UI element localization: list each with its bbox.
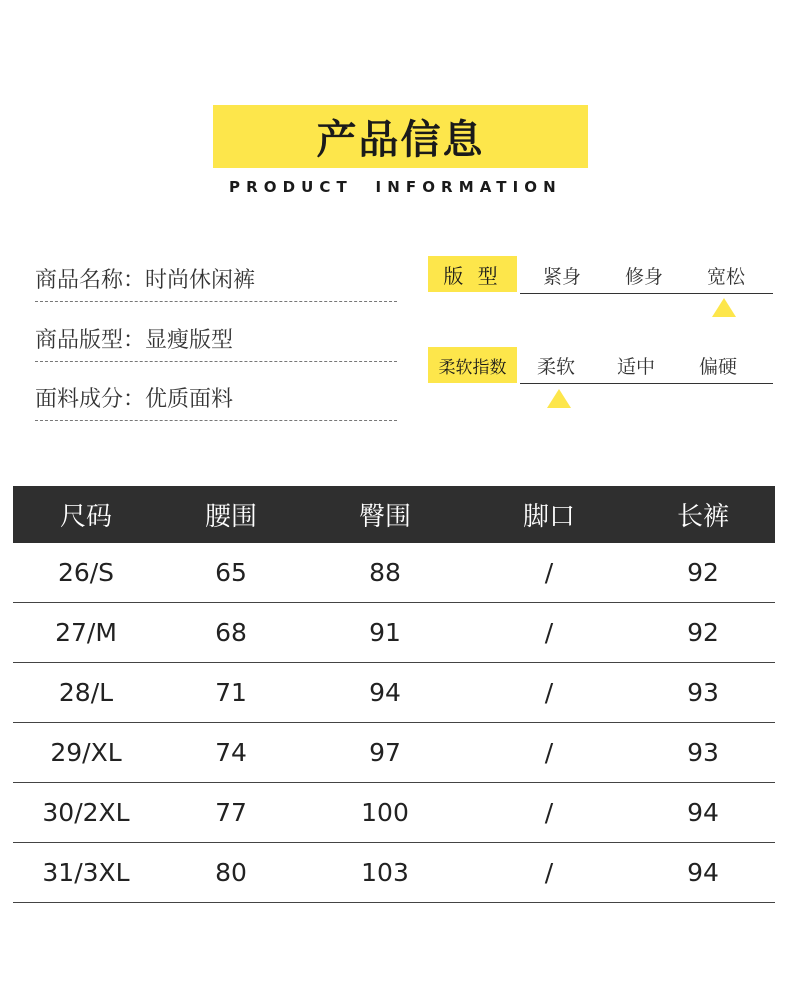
table-cell: /: [544, 858, 554, 887]
info-value: 优质面料: [145, 387, 234, 412]
softness-scale-line: [520, 383, 773, 384]
table-row: [13, 783, 775, 843]
table-header-size: 尺码: [59, 502, 112, 532]
softness-scale-label: 柔软指数: [428, 347, 517, 383]
info-row-name: [35, 256, 397, 302]
softness-selected-marker-icon: [547, 389, 571, 408]
table-row: [13, 603, 775, 663]
table-cell: 80: [215, 858, 247, 887]
table-cell: /: [544, 738, 554, 767]
info-label: 商品名称：: [35, 268, 146, 293]
table-cell: /: [544, 678, 554, 707]
table-cell: 92: [687, 618, 719, 647]
table-cell: 74: [215, 738, 247, 767]
table-cell: 100: [361, 798, 409, 827]
table-cell: /: [544, 618, 554, 647]
table-cell: 30/2XL: [42, 798, 130, 827]
fit-option-tight: 紧身: [542, 266, 581, 288]
info-label: 面料成分：: [35, 387, 146, 412]
info-row-fabric: [35, 375, 397, 421]
table-header-row: [13, 486, 775, 543]
page-subtitle: PRODUCT INFORMATION: [229, 178, 562, 196]
fit-selected-marker-icon: [712, 298, 736, 317]
table-row: [13, 543, 775, 603]
size-table: [13, 486, 775, 903]
table-cell: 31/3XL: [42, 858, 130, 887]
table-cell: 92: [687, 558, 719, 587]
info-label: 商品版型：: [35, 328, 146, 353]
table-cell: 94: [687, 798, 719, 827]
table-cell: 97: [369, 738, 401, 767]
table-cell: 27/M: [55, 618, 117, 647]
table-cell: 93: [687, 738, 719, 767]
page-title-banner: [213, 105, 588, 168]
fit-option-loose: 宽松: [706, 266, 745, 288]
info-value: 时尚休闲裤: [145, 268, 256, 293]
table-cell: 94: [369, 678, 401, 707]
table-cell: 94: [687, 858, 719, 887]
table-cell: 28/L: [58, 678, 114, 707]
page-title: 产品信息: [316, 117, 485, 163]
fit-option-slim: 修身: [624, 266, 663, 288]
table-header-length: 长裤: [676, 502, 729, 532]
table-cell: 29/XL: [50, 738, 122, 767]
info-value: 显瘦版型: [145, 328, 234, 353]
fit-scale-line: [520, 293, 773, 294]
info-row-fit: [35, 316, 397, 362]
table-cell: 68: [215, 618, 247, 647]
table-cell: 88: [369, 558, 401, 587]
table-header-hip: 臀围: [358, 502, 411, 532]
table-cell: 71: [215, 678, 247, 707]
softness-option-stiff: 偏硬: [698, 356, 737, 378]
table-row: [13, 843, 775, 903]
table-header-hem: 脚口: [522, 502, 575, 532]
table-row: [13, 663, 775, 723]
table-header-waist: 腰围: [204, 502, 257, 532]
table-cell: 103: [361, 858, 409, 887]
softness-option-soft: 柔软: [536, 356, 575, 378]
table-cell: /: [544, 558, 554, 587]
table-row: [13, 723, 775, 783]
table-cell: 93: [687, 678, 719, 707]
softness-option-medium: 适中: [616, 356, 655, 378]
table-cell: 77: [215, 798, 247, 827]
table-cell: 65: [215, 558, 247, 587]
table-cell: 91: [369, 618, 401, 647]
table-cell: /: [544, 798, 554, 827]
fit-scale-label: 版 型: [428, 256, 517, 292]
table-cell: 26/S: [57, 558, 115, 587]
